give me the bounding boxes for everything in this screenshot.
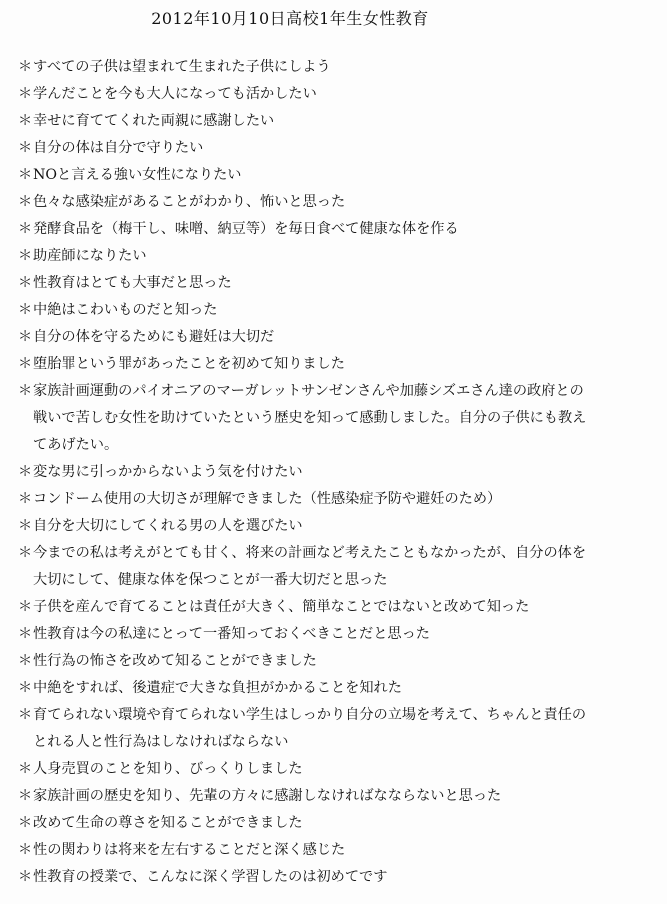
list-item-text: 幸せに育ててくれた両親に感謝したい — [33, 113, 275, 129]
asterisk-bullet: ＊ — [18, 356, 33, 372]
asterisk-bullet: ＊ — [18, 599, 33, 615]
list-item-text: 中絶をすれば、後遺症で大きな負担がかかることを知れた — [33, 680, 402, 696]
list-item-text: 堕胎罪という罪があったことを初めて知りました — [33, 356, 345, 372]
list-item-text: 人身売買のことを知り、びっくりしました — [33, 761, 303, 777]
list-item-text: 改めて生命の尊さを知ることができました — [33, 815, 303, 831]
list-item-text: 性行為の怖さを改めて知ることができました — [33, 653, 317, 669]
asterisk-bullet: ＊ — [18, 329, 33, 345]
asterisk-bullet: ＊ — [18, 221, 33, 237]
asterisk-bullet: ＊ — [18, 788, 33, 804]
list-item — [18, 513, 648, 540]
list-item — [18, 486, 648, 513]
list-item — [18, 108, 648, 135]
list-item — [18, 216, 648, 243]
asterisk-bullet: ＊ — [18, 194, 33, 210]
list-item-text: 今までの私は考えがとても甘く、将来の計画など考えたこともなかったが、自分の体を 大切にして、健康な体を保つことが一番大切だと思った — [33, 545, 587, 588]
list-item — [18, 81, 648, 108]
asterisk-bullet: ＊ — [18, 464, 33, 480]
list-item-text: 性教育の授業で、こんなに深く学習したのは初めてです — [33, 869, 388, 885]
list-item-text: 中絶はこわいものだと知った — [33, 302, 218, 318]
list-item-text: 色々な感染症があることがわかり、怖いと思った — [33, 194, 346, 210]
asterisk-bullet: ＊ — [18, 707, 33, 723]
list-item — [18, 837, 648, 864]
list-item-text: 自分を大切にしてくれる男の人を選びたい — [33, 518, 303, 534]
list-item-text: 家族計画の歴史を知り、先輩の方々に感謝しなければなならないと思った — [33, 788, 502, 804]
asterisk-bullet: ＊ — [18, 680, 33, 696]
list-item — [18, 540, 648, 594]
list-item-text: コンドーム使用の大切さが理解できました（性感染症予防や避妊のため） — [33, 491, 502, 507]
asterisk-bullet: ＊ — [18, 842, 33, 858]
list-item — [18, 162, 648, 189]
list-item-text: 性の関わりは将来を左右することだと深く感じた — [33, 842, 346, 858]
asterisk-bullet: ＊ — [18, 869, 33, 885]
asterisk-bullet: ＊ — [18, 518, 33, 534]
list-item — [18, 648, 648, 675]
asterisk-bullet: ＊ — [18, 275, 33, 291]
asterisk-bullet: ＊ — [18, 86, 33, 102]
asterisk-bullet: ＊ — [18, 140, 33, 156]
list-item — [18, 243, 648, 270]
list-item-text: 学んだことを今も大人になっても活かしたい — [33, 86, 317, 102]
list-item — [18, 864, 648, 891]
list-item-text: 変な男に引っかからないよう気を付けたい — [33, 464, 303, 480]
list-item — [18, 351, 648, 378]
list-item-text: 自分の体は自分で守りたい — [33, 140, 204, 156]
list-item — [18, 594, 648, 621]
asterisk-bullet: ＊ — [18, 491, 33, 507]
list-item — [18, 783, 648, 810]
list-item — [18, 270, 648, 297]
list-item — [18, 621, 648, 648]
list-item — [18, 189, 648, 216]
list-item — [18, 675, 648, 702]
list-item — [18, 810, 648, 837]
list-item-text: すべての子供は望まれて生まれた子供にしよう — [33, 59, 331, 75]
list-item — [18, 459, 648, 486]
asterisk-bullet: ＊ — [18, 815, 33, 831]
list-item-text: 家族計画運動のパイオニアのマーガレットサンゼンさんや加藤シズエさん達の政府との 戦いで苦しむ女性を助けていたという歴史を知って感動しました。自分の子供にも教え てあげたい。 — [33, 383, 587, 453]
comment-list — [18, 54, 648, 891]
list-item — [18, 54, 648, 81]
list-item-text: 性教育はとても大事だと思った — [33, 275, 232, 291]
asterisk-bullet: ＊ — [18, 302, 33, 318]
list-item-text: 自分の体を守るためにも避妊は大切だ — [33, 329, 275, 345]
list-item — [18, 297, 648, 324]
list-item-text: 育てられない環境や育てられない学生はしっかり自分の立場を考えて、ちゃんと責任の とれる人と性行為はしなければならない — [33, 707, 587, 750]
asterisk-bullet: ＊ — [18, 113, 33, 129]
list-item-text: 子供を産んで育てることは責任が大きく、簡単なことではないと改めて知った — [33, 599, 530, 615]
list-item — [18, 702, 648, 756]
asterisk-bullet: ＊ — [18, 248, 33, 264]
list-item-text: 発酵食品を（梅干し、味噌、納豆等）を毎日食べて健康な体を作る — [33, 221, 459, 237]
asterisk-bullet: ＊ — [18, 626, 33, 642]
document-title: 2012年10月10日高校1年生女性教育 — [151, 9, 429, 28]
list-item-text: 性教育は今の私達にとって一番知っておくべきことだと思った — [33, 626, 430, 642]
list-item — [18, 324, 648, 351]
asterisk-bullet: ＊ — [18, 761, 33, 777]
asterisk-bullet: ＊ — [18, 383, 33, 399]
asterisk-bullet: ＊ — [18, 59, 33, 75]
list-item-text: 助産師になりたい — [33, 248, 147, 264]
asterisk-bullet: ＊ — [18, 653, 33, 669]
list-item — [18, 756, 648, 783]
list-item — [18, 378, 648, 459]
asterisk-bullet: ＊ — [18, 545, 33, 561]
list-item — [18, 135, 648, 162]
list-item-text: NOと言える強い女性になりたい — [33, 167, 242, 183]
asterisk-bullet: ＊ — [18, 167, 33, 183]
